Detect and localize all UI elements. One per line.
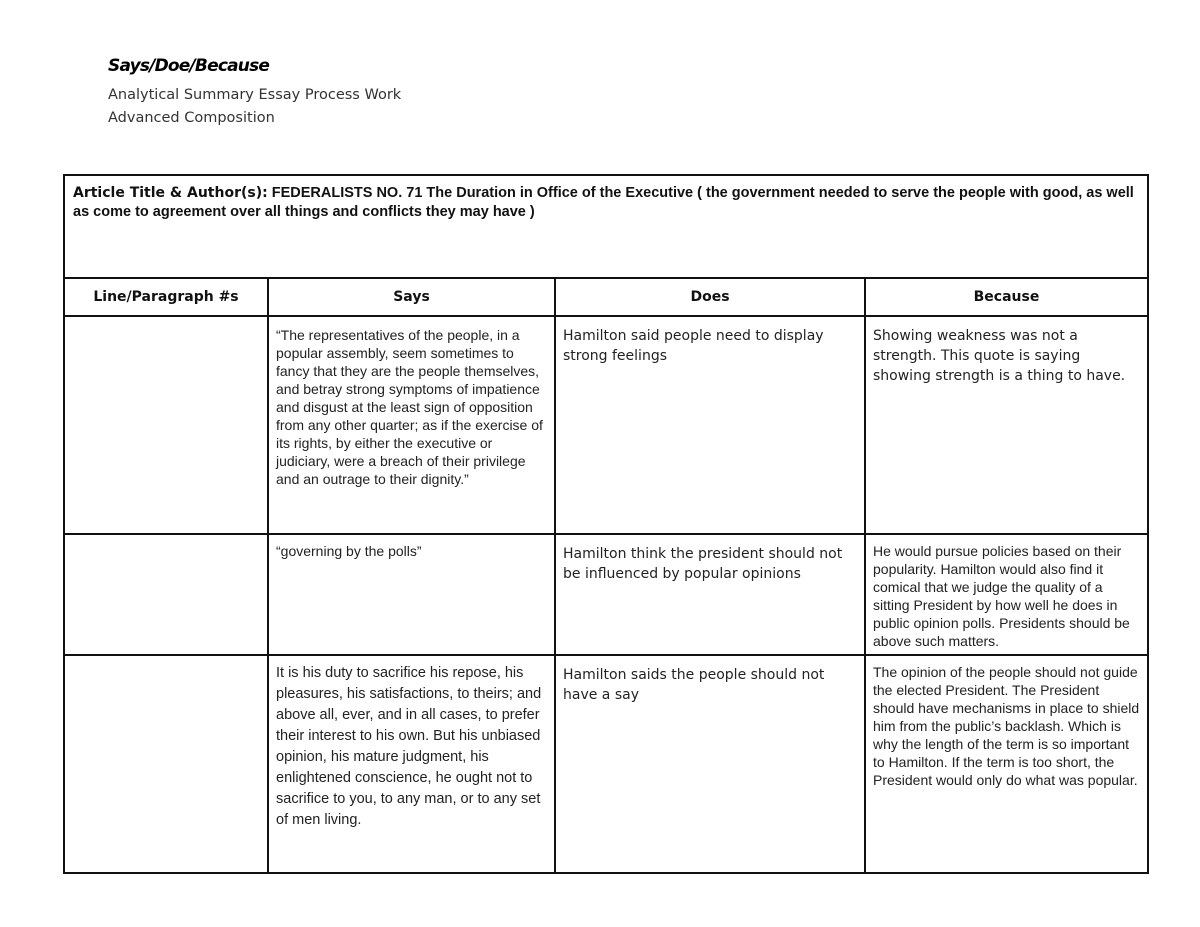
article-title-cell [64,175,1148,278]
column-header-because: Because [865,278,1148,316]
column-header-line: Line/Paragraph #s [64,278,268,316]
because-cell: Showing weakness was not a strength. This quote is saying showing strength is a thing to have. [865,316,1148,534]
article-title-label: Article Title & Author(s): [73,185,268,201]
does-cell: Hamilton think the president should not be influenced by popular opinions [555,534,865,655]
line-cell [64,316,268,534]
column-header-says: Says [268,278,555,316]
subtitle-line-2: Advanced Composition [108,110,275,126]
says-cell: It is his duty to sacrifice his repose, his pleasures, his satisfactions, to theirs; and above all, ever, and in all cases, to prefer their interest to his own. But his unbiased opinion, his mature judgment, his enlightened conscience, he ought not to sacrifice to you, to any man, or to any set of men living. [268,655,555,873]
column-header-row [64,278,1148,316]
article-title-value: FEDERALISTS NO. 71 The Duration in Office of the Executive ( the government needed to serve the people with good, as well as come to agreement over all things and conflicts they may have ) [73,185,1134,220]
table-row [64,534,1148,655]
line-cell [64,655,268,873]
line-cell [64,534,268,655]
subtitle-line-1: Analytical Summary Essay Process Work [108,87,402,103]
table-row [64,655,1148,873]
says-cell: “governing by the polls” [268,534,555,655]
because-cell: The opinion of the people should not guide the elected President. The President should have mechanisms in place to shield him from the public’s backlash. Which is why the length of the term is so important to Hamilton. If the term is too short, the President would only do what was popular. [865,655,1148,873]
column-header-does: Does [555,278,865,316]
document-header [108,56,401,130]
table-row [64,316,1148,534]
says-does-because-table [63,174,1149,874]
article-title-row [64,175,1148,278]
document-title: Says/Doe/Because [108,56,270,76]
does-cell: Hamilton saids the people should not have a say [555,655,865,873]
does-cell: Hamilton said people need to display strong feelings [555,316,865,534]
because-cell: He would pursue policies based on their popularity. Hamilton would also find it comical that we judge the quality of a sitting President by how well he does in public opinion polls. Presidents should be above such matters. [865,534,1148,655]
says-cell: “The representatives of the people, in a popular assembly, seem sometimes to fancy that they are the people themselves, and betray strong symptoms of impatience and disgust at the least sign of opposition from any other quarter; as if the exercise of its rights, by either the executive or judiciary, were a breach of their privilege and an outrage to their dignity.” [268,316,555,534]
